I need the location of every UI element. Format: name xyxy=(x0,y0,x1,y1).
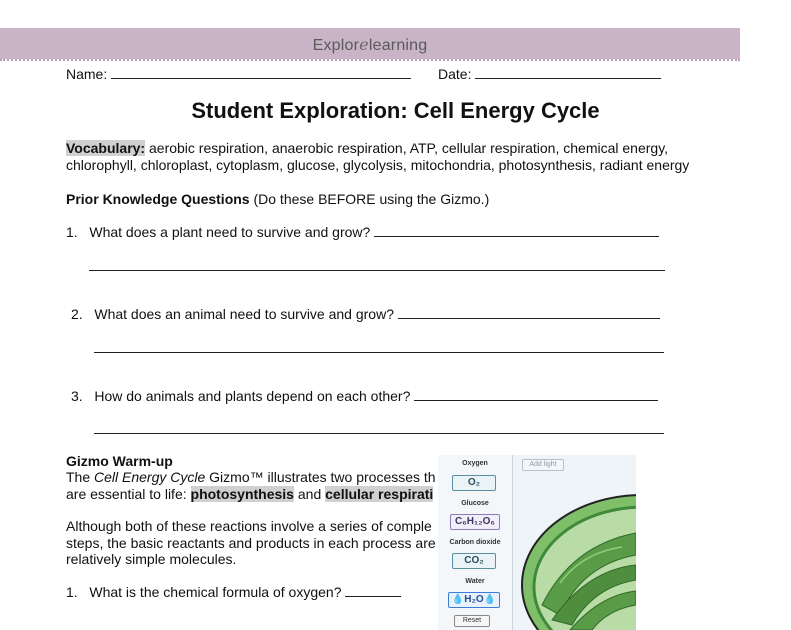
vocabulary-line-1: Vocabulary: aerobic respiration, anaerobic respiration, ATP, cellular respiration, chemical energy, xyxy=(66,140,669,156)
answer-line[interactable] xyxy=(374,224,659,237)
answer-line[interactable] xyxy=(89,270,665,271)
question-3: 3. How do animals and plants depend on each other? xyxy=(71,388,658,404)
oxygen-molecule-button[interactable]: O₂ xyxy=(452,475,496,491)
carbon-dioxide-molecule-button[interactable]: CO₂ xyxy=(452,553,496,569)
name-line[interactable] xyxy=(111,66,411,79)
prior-knowledge-heading: Prior Knowledge Questions (Do these BEFORE using the Gizmo.) xyxy=(66,191,490,207)
answer-line[interactable] xyxy=(398,306,660,319)
warmup-paragraph-1-line-2: are essential to life: photosynthesis and cellular respirati xyxy=(66,486,434,502)
warmup-paragraph-2-line-3: relatively simple molecules. xyxy=(66,551,237,567)
glucose-label: Glucose xyxy=(461,500,489,507)
vocabulary-label: Vocabulary: xyxy=(66,140,146,156)
water-label: Water xyxy=(465,578,485,585)
warmup-heading: Gizmo Warm-up xyxy=(66,453,173,469)
question-1: 1. What does a plant need to survive and grow? xyxy=(66,224,659,240)
glucose-molecule-button[interactable]: C₆H₁₂O₆ xyxy=(450,514,500,530)
answer-line[interactable] xyxy=(345,584,401,597)
carbon-dioxide-label: Carbon dioxide xyxy=(449,539,501,546)
answer-line[interactable] xyxy=(94,352,664,353)
question-2: 2. What does an animal need to survive and grow? xyxy=(71,306,660,322)
date-label: Date: xyxy=(438,66,472,82)
warmup-paragraph-2-line-2: steps, the basic reactants and products in each process are xyxy=(66,535,436,551)
answer-line[interactable] xyxy=(414,388,658,401)
oxygen-label: Oxygen xyxy=(462,460,488,467)
gizmo-panel xyxy=(438,455,636,630)
vocabulary-line-2: chlorophyll, chloroplast, cytoplasm, glucose, glycolysis, mitochondria, photosynthesis, radiant energy xyxy=(66,157,690,173)
molecule-sidebar xyxy=(438,455,513,630)
add-light-button[interactable]: Add light xyxy=(522,459,564,471)
water-molecule-button[interactable]: 💧H₂O💧 xyxy=(448,592,500,608)
header-divider xyxy=(0,59,740,61)
chloroplast-illustration xyxy=(512,455,636,630)
date-field[interactable] xyxy=(438,66,661,82)
name-label: Name: xyxy=(66,66,108,82)
warmup-question-1: 1. What is the chemical formula of oxygen? xyxy=(66,584,401,600)
reset-button[interactable]: Reset xyxy=(454,615,490,627)
answer-line[interactable] xyxy=(94,433,664,434)
warmup-paragraph-2-line-1: Although both of these reactions involve a series of comple xyxy=(66,518,432,534)
warmup-paragraph-1-line-1: The Cell Energy Cycle Gizmo™ illustrates two processes th xyxy=(66,469,436,485)
date-line[interactable] xyxy=(475,66,661,79)
page-title: Student Exploration: Cell Energy Cycle xyxy=(191,98,600,123)
name-field[interactable] xyxy=(66,66,411,82)
brand-logo: Explorelearning xyxy=(312,35,428,54)
